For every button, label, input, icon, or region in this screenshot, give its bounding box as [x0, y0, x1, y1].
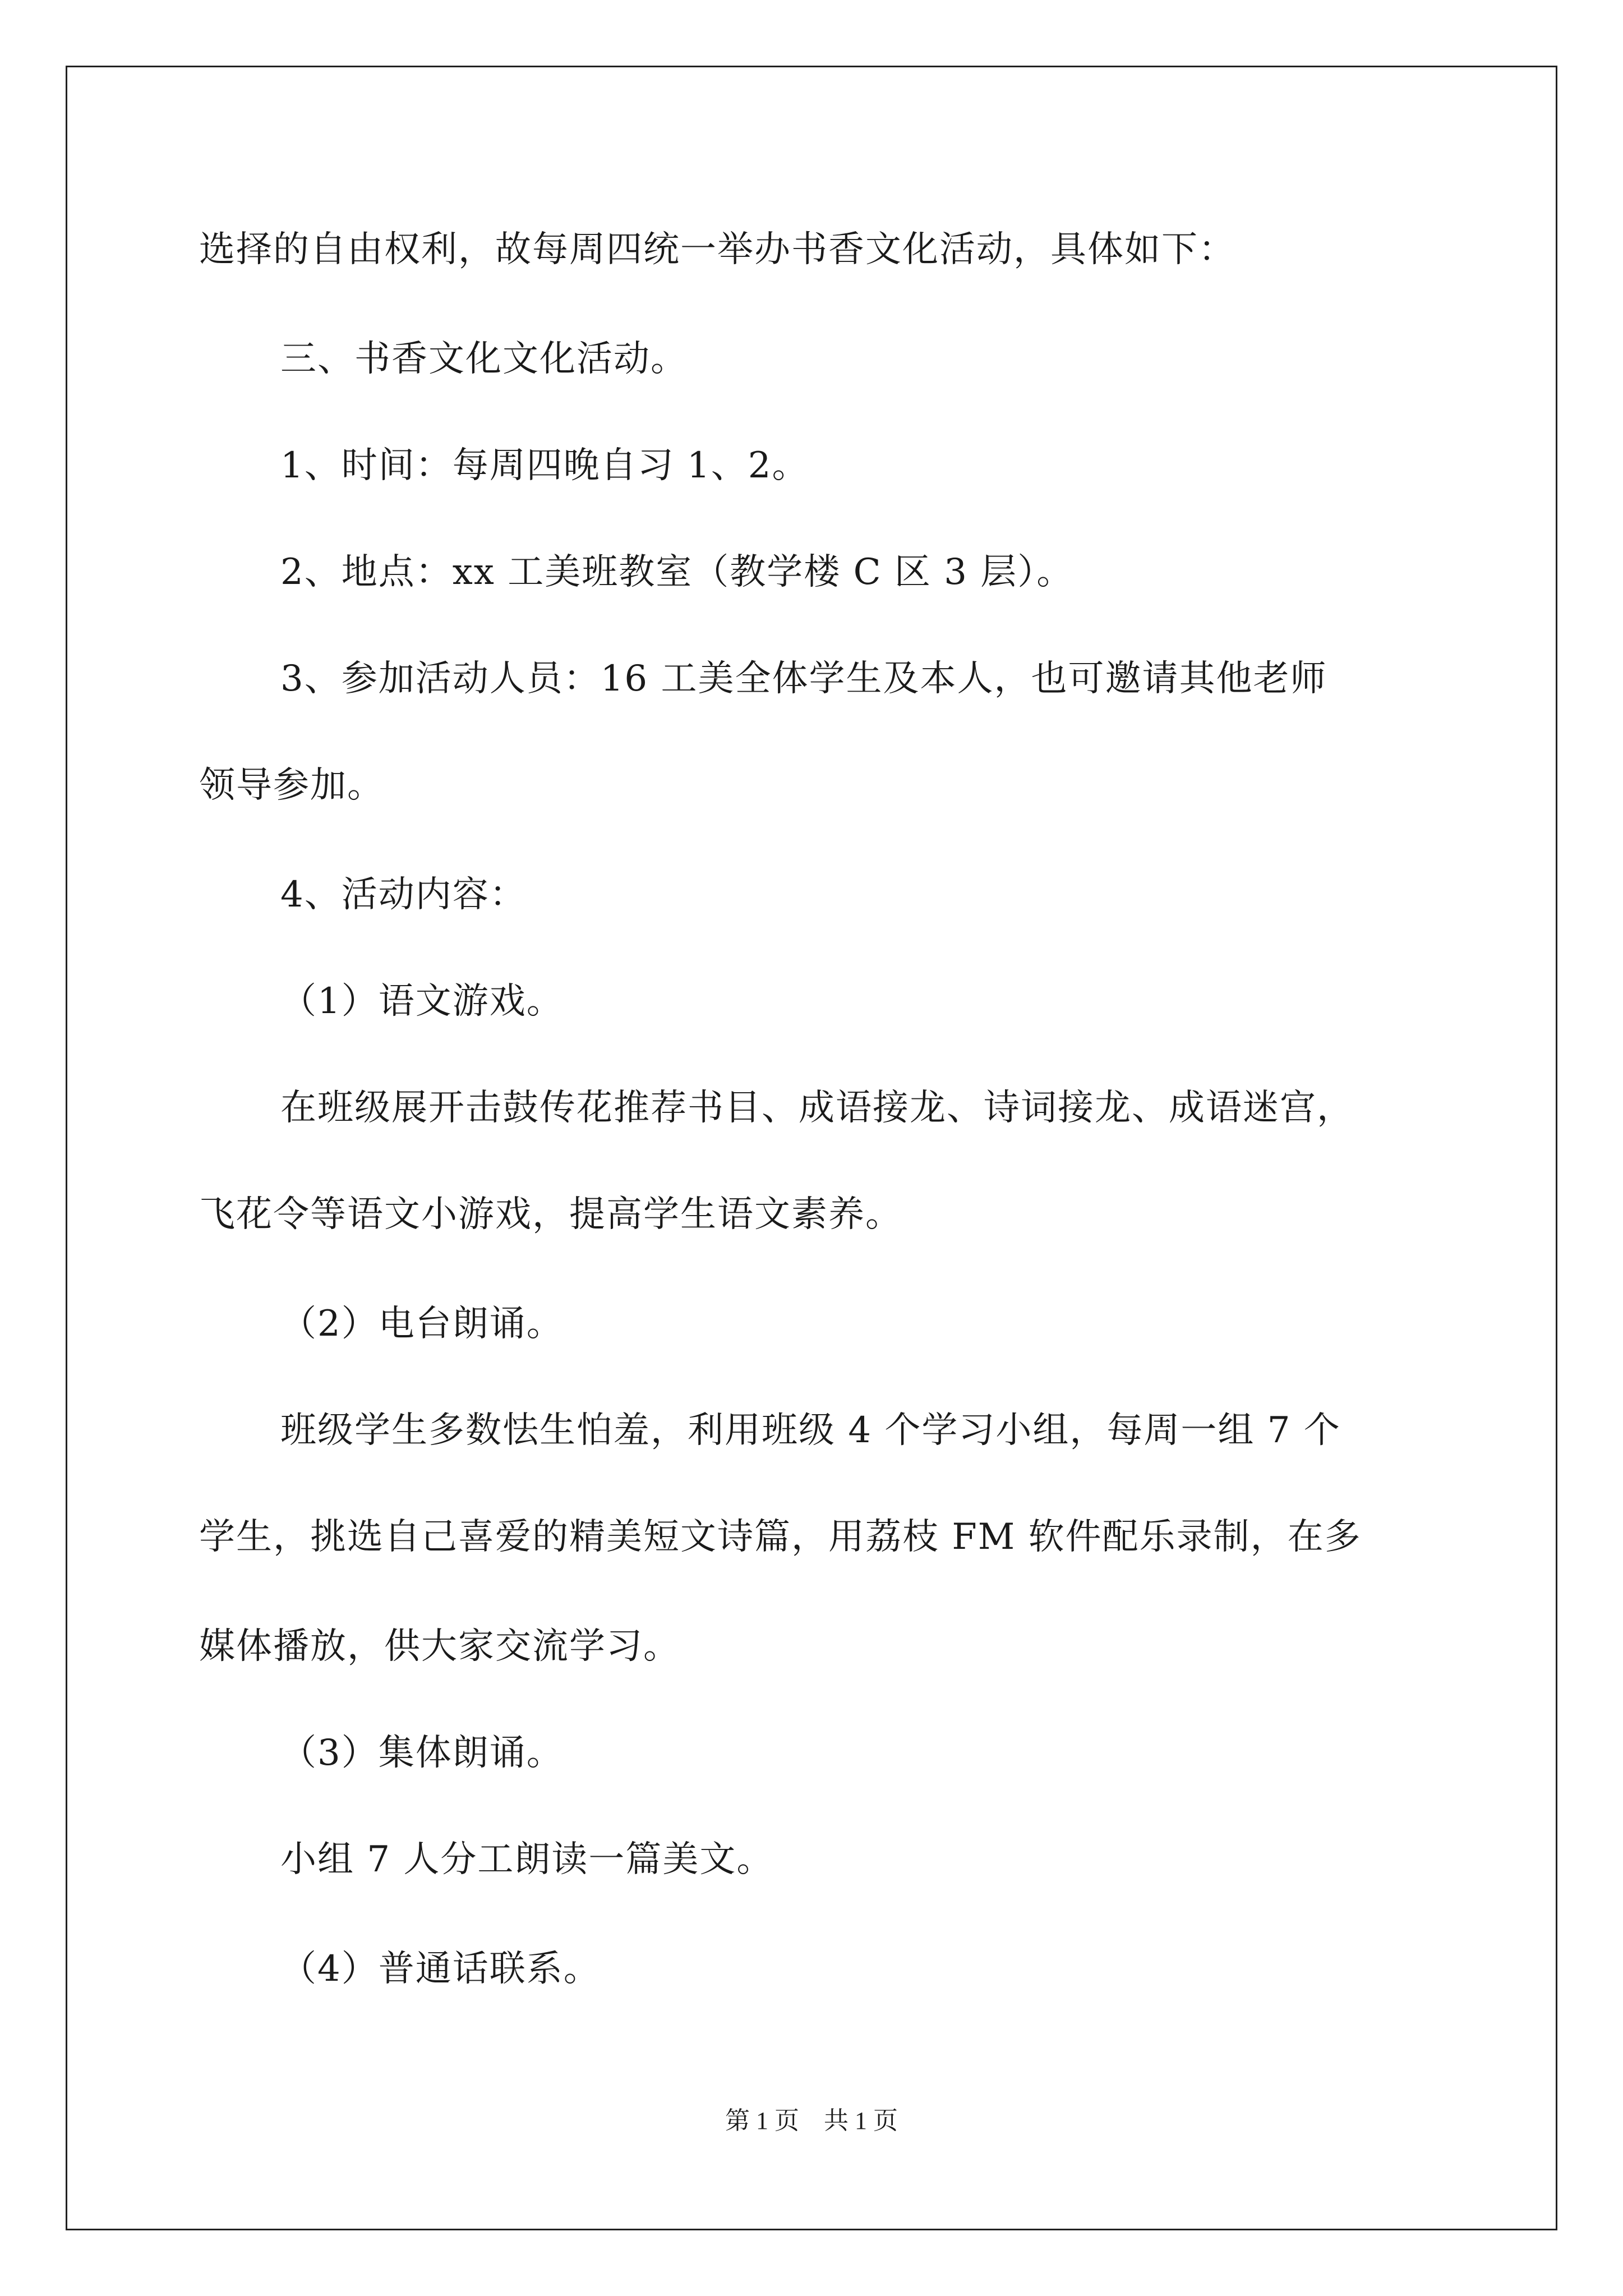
- item-location: 2、地点：xx 工美班教室（教学楼 C 区 3 层）。: [280, 551, 1074, 593]
- page-border: [66, 66, 1557, 2230]
- paragraph-group-recitation: 小组 7 人分工朗读一篇美文。: [280, 1839, 774, 1880]
- item-participants: 3、参加活动人员：16 工美全体学生及本人，也可邀请其他老师: [280, 658, 1327, 700]
- item-content-heading: 4、活动内容：: [280, 874, 527, 915]
- page-footer: 第 1 页 共 1 页: [725, 2107, 898, 2134]
- paragraph-games-cont: 飞花令等语文小游戏，提高学生语文素养。: [199, 1194, 902, 1235]
- paragraph-radio-cont-1: 学生，挑选自己喜爱的精美短文诗篇，用荔枝 FM 软件配乐录制，在多: [199, 1516, 1362, 1558]
- subheading-group-recitation: （3）集体朗诵。: [280, 1732, 564, 1774]
- text-line-1: 选择的自由权利，故每周四统一举办书香文化活动，具体如下：: [199, 229, 1235, 270]
- paragraph-radio-cont-2: 媒体播放，供大家交流学习。: [199, 1626, 680, 1667]
- subheading-language-games: （1）语文游戏。: [280, 981, 564, 1022]
- section-heading-3: 三、书香文化文化活动。: [280, 338, 688, 380]
- subheading-radio-recitation: （2）电台朗诵。: [280, 1303, 564, 1345]
- paragraph-radio: 班级学生多数怯生怕羞，利用班级 4 个学习小组，每周一组 7 个: [280, 1410, 1341, 1451]
- subheading-mandarin-practice: （4）普通话联系。: [280, 1948, 601, 1990]
- item-participants-cont: 领导参加。: [199, 765, 384, 806]
- paragraph-games: 在班级展开击鼓传花推荐书目、成语接龙、诗词接龙、成语迷宫，: [280, 1087, 1354, 1129]
- item-time: 1、时间：每周四晚自习 1、2。: [280, 445, 809, 486]
